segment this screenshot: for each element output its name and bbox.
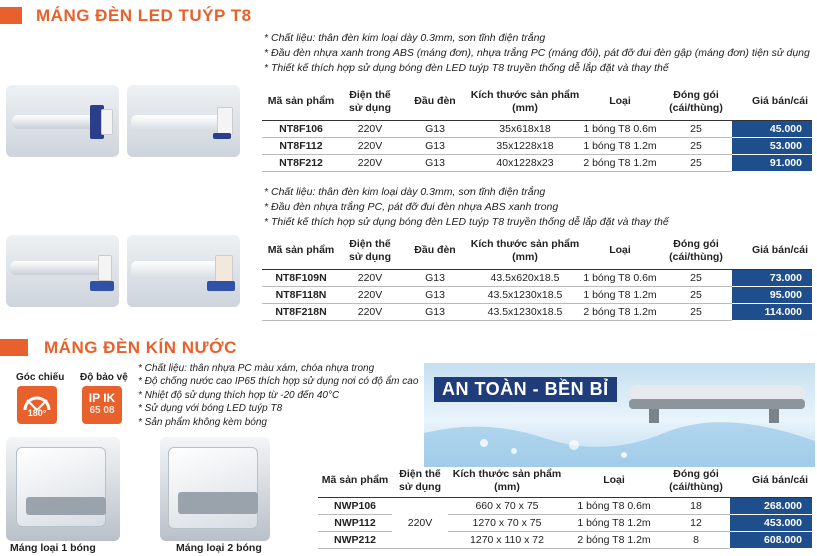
cell-code: NT8F218N (262, 303, 340, 320)
bullet: * Chất liệu: thân đèn kim loại dày 0.3mm, sơn tĩnh điện trắng (264, 186, 546, 198)
table-led-t8-group2 (262, 233, 812, 321)
cell-type: 1 bóng T8 1.2m (580, 286, 660, 303)
header-base: Đầu đèn (400, 233, 470, 269)
cell-price: 73.000 (732, 269, 812, 286)
cell-pack: 8 (662, 531, 730, 548)
cell-voltage: 220V (340, 303, 400, 320)
cell-price: 114.000 (732, 303, 812, 320)
bullet: * Nhiệt độ sử dụng thích hợp từ -20 đến 40°C (138, 389, 340, 401)
product-image-nt8f109n (6, 235, 119, 307)
cell-code: NT8F106 (262, 120, 340, 137)
cell-pack: 18 (662, 497, 730, 514)
cell-size: 40x1228x23 (470, 154, 580, 171)
group2-bullets (264, 185, 669, 230)
header-code: Mã sản phẩm (262, 84, 340, 120)
cell-code: NT8F112 (262, 137, 340, 154)
cell-type: 2 bóng T8 1.2m (580, 303, 660, 320)
bullet: * Thiết kế thích hợp sử dụng bóng đèn LED tuýp T8 truyền thống dễ lắp đặt và thay thế (264, 216, 669, 228)
header-voltage: Điện thế sử dụng (340, 84, 400, 120)
cell-code: NWP112 (318, 514, 392, 531)
protection-line2: 65 08 (89, 405, 115, 416)
cell-type: 1 bóng T8 0.6m (580, 269, 660, 286)
cell-base: G13 (400, 137, 470, 154)
caption-1-tube: Máng loại 1 bóng (10, 542, 96, 554)
table-row (262, 269, 812, 286)
section-title-led-t8: MÁNG ĐÈN LED TUÝP T8 (36, 6, 252, 25)
table-row (262, 120, 812, 137)
cell-size: 43.5x1230x18.5 (470, 303, 580, 320)
bullet: * Sử dụng với bóng LED tuýp T8 (138, 403, 283, 415)
table-row (262, 303, 812, 320)
header-type: Loại (566, 465, 662, 497)
table-led-t8-group1 (262, 84, 812, 172)
cell-type: 1 bóng T8 1.2m (566, 514, 662, 531)
cell-size: 35x618x18 (470, 120, 580, 137)
cell-voltage: 220V (340, 286, 400, 303)
product-image-2-tube (160, 437, 270, 541)
cell-voltage: 220V (392, 497, 448, 548)
header-type: Loại (580, 84, 660, 120)
badge1-label: Góc chiếu (16, 372, 65, 383)
header-pack: Đóng gói (cái/thùng) (660, 84, 732, 120)
cell-voltage: 220V (340, 269, 400, 286)
header-type: Loại (580, 233, 660, 269)
product-image-1-tube (6, 437, 120, 541)
cell-voltage: 220V (340, 137, 400, 154)
caption-2-tube: Máng loại 2 bóng (176, 542, 262, 554)
protection-badge (82, 386, 122, 424)
header-voltage: Điện thế sử dụng (340, 233, 400, 269)
cell-base: G13 (400, 303, 470, 320)
header-code: Mã sản phẩm (318, 465, 392, 497)
cell-pack: 25 (660, 286, 732, 303)
cell-price: 608.000 (730, 531, 812, 548)
cell-price: 53.000 (732, 137, 812, 154)
header-base: Đầu đèn (400, 84, 470, 120)
bullet: * Chất liệu: thân đèn kim loại dày 0.3mm, sơn tĩnh điện trắng (264, 32, 546, 44)
bullet: * Đầu đèn nhựa trắng PC, pát đỡ đui đèn nhựa ABS xanh trong (264, 201, 559, 213)
section-title-waterproof: MÁNG ĐÈN KÍN NƯỚC (44, 338, 237, 357)
table-row (262, 286, 812, 303)
cell-pack: 25 (660, 303, 732, 320)
table-row (262, 137, 812, 154)
bullet: * Độ chống nước cao IP65 thích hợp sử dụng nơi có độ ẩm cao (138, 376, 419, 388)
header-price: Giá bán/cái (730, 465, 812, 497)
cell-size: 1270 x 110 x 72 (448, 531, 566, 548)
section2-bullets (138, 362, 418, 429)
header-size: Kích thước sản phẩm (mm) (448, 465, 566, 497)
bullet: * Chất liệu: thân nhựa PC màu xám, chóa nhựa trong (138, 363, 375, 374)
product-image-nt8f218n (127, 235, 240, 307)
protection-line1: IP IK (88, 391, 116, 405)
cell-pack: 12 (662, 514, 730, 531)
cell-type: 1 bóng T8 0.6m (580, 120, 660, 137)
cell-size: 35x1228x18 (470, 137, 580, 154)
cell-code: NT8F109N (262, 269, 340, 286)
group1-bullets (264, 31, 810, 76)
cell-code: NT8F118N (262, 286, 340, 303)
cell-base: G13 (400, 154, 470, 171)
cell-size: 43.5x620x18.5 (470, 269, 580, 286)
table-waterproof (318, 465, 812, 549)
cell-voltage: 220V (340, 120, 400, 137)
cell-type: 2 bóng T8 1.2m (580, 154, 660, 171)
header-price: Giá bán/cái (732, 84, 812, 120)
table-row (318, 497, 812, 514)
cell-size: 43.5x1230x18.5 (470, 286, 580, 303)
cell-base: G13 (400, 286, 470, 303)
cell-code: NT8F212 (262, 154, 340, 171)
cell-price: 45.000 (732, 120, 812, 137)
cell-voltage: 220V (340, 154, 400, 171)
header-code: Mã sản phẩm (262, 233, 340, 269)
beam-angle-badge (17, 386, 57, 424)
cell-pack: 25 (660, 120, 732, 137)
cell-price: 91.000 (732, 154, 812, 171)
header-size: Kích thước sản phẩm (mm) (470, 233, 580, 269)
cell-type: 1 bóng T8 0.6m (566, 497, 662, 514)
header-pack: Đóng gói (cái/thùng) (662, 465, 730, 497)
cell-type: 1 bóng T8 1.2m (580, 137, 660, 154)
cell-price: 95.000 (732, 286, 812, 303)
bullet: * Thiết kế thích hợp sử dụng bóng đèn LED tuýp T8 truyền thống dễ lắp đặt và thay thế (264, 62, 669, 74)
cell-pack: 25 (660, 269, 732, 286)
bullet: * Đầu đèn nhựa xanh trong ABS (máng đơn), nhựa trắng PC (máng đôi), pát đỡ đui đèn gập (máng đơn) tiện sử dụng (264, 47, 810, 59)
cell-price: 453.000 (730, 514, 812, 531)
banner-title: AN TOÀN - BỀN BỈ (434, 377, 617, 402)
cell-pack: 25 (660, 137, 732, 154)
header-voltage: Điện thế sử dụng (392, 465, 448, 497)
cell-base: G13 (400, 269, 470, 286)
cell-base: G13 (400, 120, 470, 137)
section-bar (0, 7, 22, 24)
table-row (262, 154, 812, 171)
header-size: Kích thước sản phẩm (mm) (470, 84, 580, 120)
header-price: Giá bán/cái (732, 233, 812, 269)
cell-type: 2 bóng T8 1.2m (566, 531, 662, 548)
cell-size: 1270 x 70 x 75 (448, 514, 566, 531)
product-image-nt8f212 (127, 85, 240, 157)
beam-angle-icon (17, 386, 57, 424)
cell-code: NWP106 (318, 497, 392, 514)
header-pack: Đóng gói (cái/thùng) (660, 233, 732, 269)
cell-code: NWP212 (318, 531, 392, 548)
section-bar (0, 339, 28, 356)
cell-size: 660 x 70 x 75 (448, 497, 566, 514)
cell-price: 268.000 (730, 497, 812, 514)
promo-banner (424, 363, 815, 467)
product-image-nt8f106 (6, 85, 119, 157)
cell-pack: 25 (660, 154, 732, 171)
badge2-label: Độ bảo vệ (80, 372, 128, 383)
bullet: * Sản phẩm không kèm bóng (138, 416, 267, 428)
beam-angle-value: 180° (27, 408, 47, 418)
